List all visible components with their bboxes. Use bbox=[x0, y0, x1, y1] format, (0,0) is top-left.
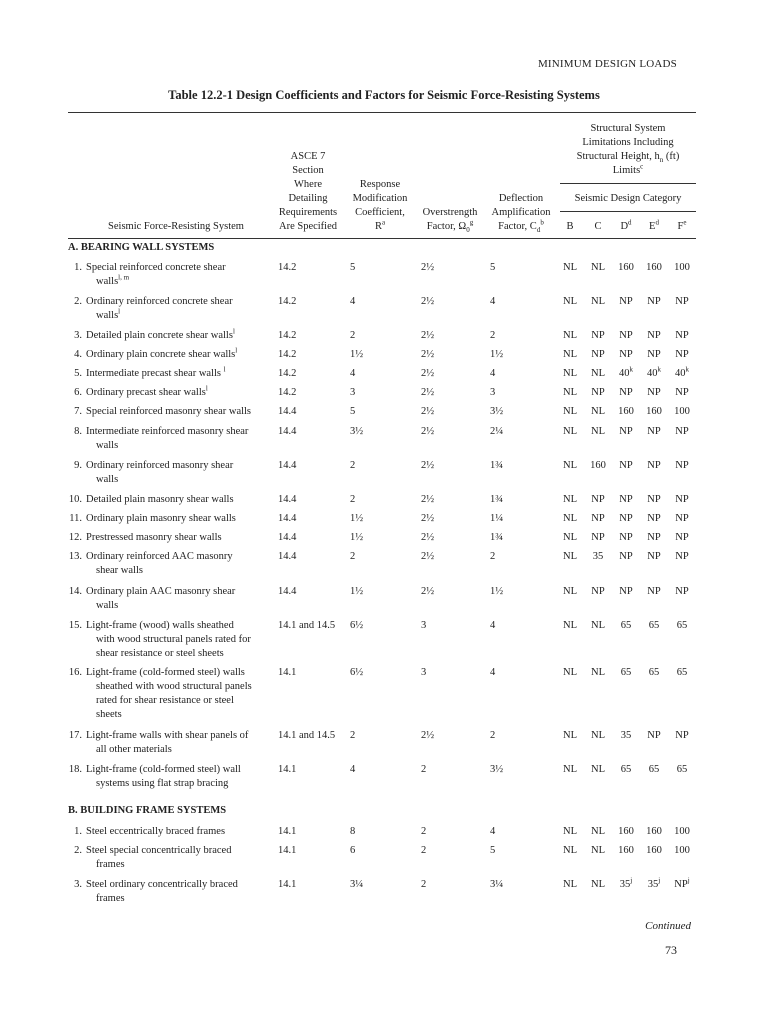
sdc-limit-cell: 65 bbox=[620, 764, 632, 775]
overstrength-factor: 2½ bbox=[421, 460, 435, 471]
sdc-limit-cell: NL bbox=[563, 845, 577, 856]
deflection-factor: 3¼ bbox=[490, 879, 504, 890]
deflection-factor: 2 bbox=[490, 551, 496, 562]
system-name-line: Steel ordinary concentrically braced bbox=[86, 879, 238, 890]
row-number: 5. bbox=[74, 368, 82, 379]
system-name-line: Intermediate precast shear walls bbox=[86, 368, 224, 379]
system-name-line: Ordinary plain concrete shear walls bbox=[86, 349, 236, 360]
overstrength-factor: 2½ bbox=[421, 406, 435, 417]
row-number: 14. bbox=[68, 586, 82, 597]
row-number: 9. bbox=[74, 460, 82, 471]
detailing-section: 14.4 bbox=[278, 494, 297, 505]
detailing-section: 14.2 bbox=[278, 349, 297, 360]
footnote-mark: l bbox=[205, 384, 208, 393]
system-name-line: Ordinary plain AAC masonry shear bbox=[86, 586, 236, 597]
system-name-line: walls bbox=[96, 276, 119, 287]
sdc-limit-cell: NP bbox=[675, 551, 689, 562]
system-name-line: shear resistance or steel sheets bbox=[96, 648, 224, 659]
deflection-factor: 2¼ bbox=[490, 426, 504, 437]
sdc-limit-cell: 160 bbox=[618, 262, 634, 273]
top-rule bbox=[68, 112, 696, 113]
deflection-factor: 5 bbox=[490, 845, 496, 856]
sdc-limit-cell: NL bbox=[563, 494, 577, 505]
sdc-limit-cell: NL bbox=[563, 551, 577, 562]
response-coefficient: 5 bbox=[350, 406, 356, 417]
system-name bbox=[86, 550, 276, 578]
sdc-limit-cell: NP bbox=[591, 330, 605, 341]
sdc-limit-cell: NP bbox=[647, 387, 661, 398]
system-name-line: sheets bbox=[96, 709, 122, 720]
sdc-limit-cell: NL bbox=[563, 826, 577, 837]
sdc-limit-cell: NP bbox=[675, 494, 689, 505]
sdc-limit-cell: NL bbox=[563, 368, 577, 379]
sdc-limit-cell: NP bbox=[647, 296, 661, 307]
overstrength-factor: 2½ bbox=[421, 494, 435, 505]
sdc-limit-cell: NL bbox=[563, 406, 577, 417]
sdc-limit-cell: NP bbox=[619, 296, 633, 307]
sdc-limit-cell: NP bbox=[619, 330, 633, 341]
deflection-factor: 1¾ bbox=[490, 460, 504, 471]
detailing-section: 14.2 bbox=[278, 296, 297, 307]
sdc-limit-cell: NP bbox=[619, 460, 633, 471]
sdc-limit-cell: NP bbox=[675, 349, 689, 360]
response-coefficient: 2 bbox=[350, 551, 356, 562]
sdc-limit-cell: NL bbox=[563, 349, 577, 360]
system-name-line: Ordinary precast shear walls bbox=[86, 387, 206, 398]
sdc-limit-cell: 160 bbox=[618, 406, 634, 417]
sdc-limit-cell: NL bbox=[591, 620, 605, 631]
sdc-limit-cell: 65 bbox=[648, 620, 660, 631]
deflection-factor: 5 bbox=[490, 262, 496, 273]
sdc-limit-cell: 100 bbox=[674, 406, 690, 417]
header-deflection: Deflection Amplification Factor, $C_d^b$ bbox=[491, 193, 551, 235]
sdc-limit-cell: NP bbox=[647, 494, 661, 505]
overstrength-factor: 3 bbox=[421, 667, 427, 678]
detailing-section: 14.1 and 14.5 bbox=[278, 620, 336, 631]
sdc-limit-cell: NP bbox=[647, 586, 661, 597]
header-cat-f: $F^e$ bbox=[677, 218, 687, 232]
system-name-line: systems using flat strap bracing bbox=[96, 778, 229, 789]
response-coefficient: 4 bbox=[350, 368, 356, 379]
system-name-line: Light-frame walls with shear panels of bbox=[86, 730, 249, 741]
detailing-section: 14.1 bbox=[278, 879, 297, 890]
sdc-limit-cell: 100 bbox=[674, 845, 690, 856]
response-coefficient: 2 bbox=[350, 730, 356, 741]
overstrength-factor: 2½ bbox=[421, 349, 435, 360]
system-name-line: Light-frame (cold-formed steel) wall bbox=[86, 764, 241, 775]
sdc-limit-cell: NL bbox=[563, 532, 577, 543]
overstrength-factor: 2 bbox=[421, 764, 427, 775]
overstrength-factor: 2½ bbox=[421, 368, 435, 379]
deflection-factor: 1½ bbox=[490, 349, 504, 360]
sdc-limit-cell: NP bbox=[591, 387, 605, 398]
row-number: 18. bbox=[68, 764, 82, 775]
deflection-factor: 2 bbox=[490, 730, 496, 741]
detailing-section: 14.4 bbox=[278, 406, 297, 417]
header-section: ASCE 7 Section Where Detailing Requirements Are Specified bbox=[278, 151, 338, 232]
limitations-rule bbox=[560, 183, 696, 184]
system-name bbox=[86, 531, 276, 545]
row-number: 15. bbox=[68, 620, 82, 631]
row-number: 12. bbox=[68, 532, 82, 543]
system-name-line: all other materials bbox=[96, 744, 172, 755]
system-name-line: walls bbox=[96, 600, 119, 611]
sdc-limit-cell: 40$^k$ bbox=[619, 365, 633, 379]
response-coefficient: 3½ bbox=[350, 426, 364, 437]
system-name bbox=[86, 348, 276, 362]
system-name-line: with wood structural panels rated for bbox=[96, 634, 251, 645]
overstrength-factor: 2½ bbox=[421, 532, 435, 543]
system-name bbox=[86, 878, 276, 906]
header-cat-d: $D^d$ bbox=[620, 218, 632, 232]
system-name bbox=[86, 367, 276, 381]
deflection-factor: 1¼ bbox=[490, 513, 504, 524]
deflection-factor: 3½ bbox=[490, 764, 504, 775]
detailing-section: 14.4 bbox=[278, 426, 297, 437]
sdc-limit-cell: NL bbox=[563, 764, 577, 775]
sdc-limit-cell: 160 bbox=[618, 845, 634, 856]
response-coefficient: 3 bbox=[350, 387, 356, 398]
sdc-limit-cell: 160 bbox=[646, 262, 662, 273]
row-number: 3. bbox=[74, 879, 82, 890]
sdc-limit-cell: NP bbox=[619, 426, 633, 437]
footnote-mark: l bbox=[235, 346, 238, 355]
detailing-section: 14.1 bbox=[278, 667, 297, 678]
running-head: MINIMUM DESIGN LOADS bbox=[537, 58, 677, 70]
sdc-limit-cell: 40$^k$ bbox=[647, 365, 661, 379]
response-coefficient: 5 bbox=[350, 262, 356, 273]
sdc-limit-cell: NL bbox=[591, 764, 605, 775]
detailing-section: 14.1 bbox=[278, 845, 297, 856]
system-name bbox=[86, 459, 276, 487]
overstrength-factor: 2½ bbox=[421, 330, 435, 341]
sdc-limit-cell: 35$^j$ bbox=[647, 876, 661, 890]
header-limitations: Structural System Limitations Including Structural Height, $h_n$ (ft) Limits$^c$ bbox=[576, 123, 680, 176]
row-number: 3. bbox=[74, 330, 82, 341]
deflection-factor: 1¾ bbox=[490, 494, 504, 505]
system-name-line: Ordinary plain masonry shear walls bbox=[86, 513, 236, 524]
sdc-limit-cell: NP bbox=[647, 426, 661, 437]
response-coefficient: 2 bbox=[350, 330, 356, 341]
deflection-factor: 3 bbox=[490, 387, 496, 398]
overstrength-factor: 3 bbox=[421, 620, 427, 631]
system-name-line: Light-frame (wood) walls sheathed bbox=[86, 620, 234, 631]
response-coefficient: 6½ bbox=[350, 667, 364, 678]
response-coefficient: 4 bbox=[350, 296, 356, 307]
system-name-line: Special reinforced masonry shear walls bbox=[86, 406, 252, 417]
response-coefficient: 1½ bbox=[350, 532, 364, 543]
overstrength-factor: 2½ bbox=[421, 426, 435, 437]
sdc-limit-cell: NL bbox=[591, 426, 605, 437]
sdc-limit-cell: NL bbox=[591, 406, 605, 417]
row-number: 17. bbox=[68, 730, 82, 741]
sdc-limit-cell: NP bbox=[619, 387, 633, 398]
footnote-mark: l bbox=[118, 307, 121, 316]
system-name bbox=[86, 386, 276, 400]
sdc-limit-cell: 160 bbox=[646, 845, 662, 856]
sdc-limit-cell: NL bbox=[563, 296, 577, 307]
sdc-limit-cell: NL bbox=[563, 667, 577, 678]
sdc-limit-cell: NP bbox=[591, 494, 605, 505]
deflection-factor: 4 bbox=[490, 296, 496, 307]
sdc-limit-cell: NP bbox=[619, 551, 633, 562]
deflection-factor: 4 bbox=[490, 368, 496, 379]
deflection-factor: 1¾ bbox=[490, 532, 504, 543]
table-title: Table 12.2-1 Design Coefficients and Factors for Seismic Force-Resisting Systems bbox=[168, 88, 600, 102]
sdc-limit-cell: 35$^j$ bbox=[619, 876, 633, 890]
system-name bbox=[86, 844, 276, 872]
response-coefficient: 3¼ bbox=[350, 879, 364, 890]
sdc-limit-cell: NP bbox=[675, 426, 689, 437]
sdc-limit-cell: NL bbox=[591, 296, 605, 307]
system-name-line: walls bbox=[96, 440, 119, 451]
detailing-section: 14.1 bbox=[278, 764, 297, 775]
response-coefficient: 6½ bbox=[350, 620, 364, 631]
system-name-line: Prestressed masonry shear walls bbox=[86, 532, 222, 543]
detailing-section: 14.2 bbox=[278, 387, 297, 398]
sdc-limit-cell: NP bbox=[591, 349, 605, 360]
system-name bbox=[86, 666, 276, 722]
sdc-limit-cell: NP bbox=[647, 551, 661, 562]
sdc-limit-cell: NL bbox=[563, 586, 577, 597]
row-number: 1. bbox=[74, 262, 82, 273]
sdc-limit-cell: 65 bbox=[648, 667, 660, 678]
sdc-rule bbox=[560, 211, 696, 212]
sdc-limit-cell: NL bbox=[563, 460, 577, 471]
detailing-section: 14.4 bbox=[278, 460, 297, 471]
system-name bbox=[86, 619, 276, 661]
row-number: 16. bbox=[68, 667, 82, 678]
system-name-line: Special reinforced concrete shear bbox=[86, 262, 226, 273]
footnote-mark: l bbox=[223, 365, 226, 374]
system-name bbox=[86, 295, 276, 323]
response-coefficient: 1½ bbox=[350, 349, 364, 360]
header-sdc: Seismic Design Category bbox=[574, 193, 682, 204]
sdc-limit-cell: NP bbox=[675, 586, 689, 597]
overstrength-factor: 2 bbox=[421, 826, 427, 837]
system-name bbox=[86, 585, 276, 613]
sdc-limit-cell: NP bbox=[619, 532, 633, 543]
sdc-limit-cell: NL bbox=[563, 262, 577, 273]
system-name-line: frames bbox=[96, 893, 125, 904]
header-bottom-rule bbox=[68, 238, 696, 239]
system-name-line: shear walls bbox=[96, 565, 143, 576]
header-response: Response Modification Coefficient, $R^a$ bbox=[352, 179, 408, 232]
header-overstrength: Overstrength Factor, $\Omega_0^g$ bbox=[422, 207, 478, 235]
system-name bbox=[86, 425, 276, 453]
system-name-line: Detailed plain masonry shear walls bbox=[86, 494, 234, 505]
sdc-limit-cell: 35 bbox=[620, 730, 632, 741]
sdc-limit-cell: 100 bbox=[674, 262, 690, 273]
overstrength-factor: 2 bbox=[421, 845, 427, 856]
sdc-limit-cell: NP bbox=[675, 387, 689, 398]
detailing-section: 14.1 and 14.5 bbox=[278, 730, 336, 741]
sdc-limit-cell: NP bbox=[619, 586, 633, 597]
footnote-mark: l, m bbox=[118, 273, 130, 282]
header-cat-c: C bbox=[594, 221, 602, 232]
sdc-limit-cell: 65 bbox=[648, 764, 660, 775]
system-name-line: Steel eccentrically braced frames bbox=[86, 826, 226, 837]
sdc-limit-cell: NL bbox=[591, 667, 605, 678]
sdc-limit-cell: NP bbox=[591, 586, 605, 597]
sdc-limit-cell: 100 bbox=[674, 826, 690, 837]
detailing-section: 14.2 bbox=[278, 368, 297, 379]
sdc-limit-cell: NL bbox=[563, 620, 577, 631]
sdc-limit-cell: NP bbox=[591, 513, 605, 524]
deflection-factor: 4 bbox=[490, 826, 496, 837]
sdc-limit-cell: NL bbox=[591, 826, 605, 837]
system-name-line: Steel special concentrically braced bbox=[86, 845, 232, 856]
sdc-limit-cell: NP bbox=[647, 460, 661, 471]
section-title-b: B. BUILDING FRAME SYSTEMS bbox=[68, 805, 227, 816]
overstrength-factor: 2½ bbox=[421, 513, 435, 524]
detailing-section: 14.4 bbox=[278, 586, 297, 597]
deflection-factor: 2 bbox=[490, 330, 496, 341]
system-name bbox=[86, 512, 276, 526]
row-number: 1. bbox=[74, 826, 82, 837]
response-coefficient: 1½ bbox=[350, 513, 364, 524]
row-number: 4. bbox=[74, 349, 82, 360]
footnote-mark: l bbox=[232, 327, 235, 336]
sdc-limit-cell: 65 bbox=[676, 620, 688, 631]
sdc-limit-cell: NL bbox=[563, 730, 577, 741]
system-name-line: Detailed plain concrete shear walls bbox=[86, 330, 233, 341]
sdc-limit-cell: NL bbox=[591, 879, 605, 890]
row-number: 2. bbox=[74, 845, 82, 856]
deflection-factor: 4 bbox=[490, 667, 496, 678]
system-name-line: rated for shear resistance or steel bbox=[96, 695, 234, 706]
sdc-limit-cell: NP bbox=[619, 494, 633, 505]
sdc-limit-cell: 65 bbox=[676, 667, 688, 678]
sdc-limit-cell: 160 bbox=[646, 406, 662, 417]
sdc-limit-cell: NL bbox=[563, 330, 577, 341]
system-name bbox=[86, 261, 276, 289]
header-cat-e: $E^d$ bbox=[649, 218, 659, 232]
response-coefficient: 8 bbox=[350, 826, 356, 837]
response-coefficient: 2 bbox=[350, 460, 356, 471]
system-name-line: Ordinary reinforced masonry shear bbox=[86, 460, 234, 471]
overstrength-factor: 2½ bbox=[421, 586, 435, 597]
detailing-section: 14.1 bbox=[278, 826, 297, 837]
detailing-section: 14.4 bbox=[278, 513, 297, 524]
overstrength-factor: 2½ bbox=[421, 262, 435, 273]
system-name bbox=[86, 329, 276, 343]
system-name bbox=[86, 493, 276, 507]
continued-note: Continued bbox=[645, 920, 691, 932]
overstrength-factor: 2 bbox=[421, 879, 427, 890]
system-name-line: Intermediate reinforced masonry shear bbox=[86, 426, 249, 437]
sdc-limit-cell: NP bbox=[619, 513, 633, 524]
system-name bbox=[86, 825, 276, 839]
row-number: 7. bbox=[74, 406, 82, 417]
deflection-factor: 4 bbox=[490, 620, 496, 631]
sdc-limit-cell: $NP^j$ bbox=[674, 876, 690, 890]
sdc-limit-cell: NP bbox=[675, 513, 689, 524]
sdc-limit-cell: NL bbox=[563, 513, 577, 524]
response-coefficient: 4 bbox=[350, 764, 356, 775]
system-name-line: frames bbox=[96, 859, 125, 870]
system-name-line: walls bbox=[96, 474, 119, 485]
sdc-limit-cell: NP bbox=[647, 349, 661, 360]
sdc-limit-cell: NP bbox=[647, 532, 661, 543]
overstrength-factor: 2½ bbox=[421, 551, 435, 562]
detailing-section: 14.4 bbox=[278, 551, 297, 562]
page-number: 73 bbox=[665, 943, 677, 957]
detailing-section: 14.2 bbox=[278, 262, 297, 273]
sdc-limit-cell: NP bbox=[675, 460, 689, 471]
detailing-section: 14.4 bbox=[278, 532, 297, 543]
system-name bbox=[86, 763, 276, 791]
row-number: 6. bbox=[74, 387, 82, 398]
overstrength-factor: 2½ bbox=[421, 387, 435, 398]
sdc-limit-cell: NP bbox=[675, 532, 689, 543]
section-title-a: A. BEARING WALL SYSTEMS bbox=[68, 242, 215, 253]
detailing-section: 14.2 bbox=[278, 330, 297, 341]
response-coefficient: 1½ bbox=[350, 586, 364, 597]
row-number: 10. bbox=[68, 494, 82, 505]
sdc-limit-cell: NL bbox=[591, 368, 605, 379]
sdc-limit-cell: 65 bbox=[620, 620, 632, 631]
header-cat-b: B bbox=[566, 221, 574, 232]
sdc-limit-cell: NL bbox=[591, 730, 605, 741]
row-number: 2. bbox=[74, 296, 82, 307]
system-name-line: walls bbox=[96, 310, 119, 321]
overstrength-factor: 2½ bbox=[421, 296, 435, 307]
sdc-limit-cell: NP bbox=[675, 730, 689, 741]
sdc-limit-cell: NP bbox=[647, 730, 661, 741]
overstrength-factor: 2½ bbox=[421, 730, 435, 741]
row-number: 11. bbox=[69, 513, 82, 524]
system-name-line: Ordinary reinforced concrete shear bbox=[86, 296, 233, 307]
sdc-limit-cell: 35 bbox=[592, 551, 604, 562]
row-number: 8. bbox=[74, 426, 82, 437]
sdc-limit-cell: 65 bbox=[620, 667, 632, 678]
sdc-limit-cell: NP bbox=[619, 349, 633, 360]
deflection-factor: 3½ bbox=[490, 406, 504, 417]
sdc-limit-cell: 160 bbox=[646, 826, 662, 837]
system-name bbox=[86, 729, 276, 757]
sdc-limit-cell: NL bbox=[563, 879, 577, 890]
sdc-limit-cell: NL bbox=[591, 262, 605, 273]
response-coefficient: 6 bbox=[350, 845, 356, 856]
response-coefficient: 2 bbox=[350, 494, 356, 505]
sdc-limit-cell: 160 bbox=[618, 826, 634, 837]
sdc-limit-cell: NP bbox=[675, 296, 689, 307]
sdc-limit-cell: NL bbox=[591, 845, 605, 856]
system-name-line: sheathed with wood structural panels bbox=[96, 681, 252, 692]
sdc-limit-cell: NL bbox=[563, 387, 577, 398]
system-name bbox=[86, 405, 276, 419]
sdc-limit-cell: NP bbox=[591, 532, 605, 543]
sdc-limit-cell: 40$^k$ bbox=[675, 365, 689, 379]
sdc-limit-cell: 160 bbox=[590, 460, 606, 471]
row-number: 13. bbox=[68, 551, 82, 562]
header-system: Seismic Force-Resisting System bbox=[108, 221, 244, 232]
sdc-limit-cell: 65 bbox=[676, 764, 688, 775]
sdc-limit-cell: NP bbox=[647, 513, 661, 524]
deflection-factor: 1½ bbox=[490, 586, 504, 597]
sdc-limit-cell: NL bbox=[563, 426, 577, 437]
sdc-limit-cell: NP bbox=[647, 330, 661, 341]
sdc-limit-cell: NP bbox=[675, 330, 689, 341]
system-name-line: Ordinary reinforced AAC masonry bbox=[86, 551, 233, 562]
system-name-line: Light-frame (cold-formed steel) walls bbox=[86, 667, 245, 678]
